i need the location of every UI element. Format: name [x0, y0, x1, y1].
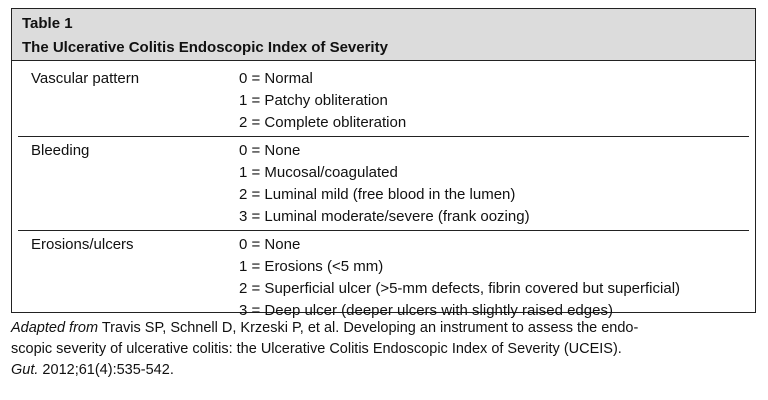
table-header: [12, 9, 755, 61]
row-grades: [239, 68, 768, 134]
table: [11, 8, 756, 319]
row-grades: [239, 234, 768, 322]
grade-item: 0 = None: [239, 142, 301, 159]
grade-item: 2 = Superficial ulcer (>5-mm defects, fibrin covered but superficial): [239, 280, 681, 297]
row-category: Vascular pattern: [31, 70, 140, 87]
grade-item: 3 = Luminal moderate/severe (frank oozing): [239, 208, 530, 225]
row-divider: [18, 230, 749, 231]
table-title: The Ulcerative Colitis Endoscopic Index of Severity: [22, 39, 388, 56]
table-number: Table 1: [22, 15, 73, 32]
footnote: [11, 318, 759, 381]
grade-item: 1 = Mucosal/coagulated: [239, 164, 398, 181]
row-grades: [239, 140, 768, 228]
footnote-line-3: [11, 360, 759, 381]
grade-item: 1 = Patchy obliteration: [239, 92, 388, 109]
table-row: [12, 68, 755, 134]
grade-item: 0 = None: [239, 236, 301, 253]
footnote-adapted-from: Adapted from: [11, 320, 99, 336]
grade-item: 2 = Complete obliteration: [239, 114, 407, 131]
grade-item: 0 = Normal: [239, 70, 313, 87]
footnote-journal: Gut.: [11, 362, 39, 378]
grade-item: 1 = Erosions (<5 mm): [239, 258, 384, 275]
row-category: Bleeding: [31, 142, 90, 159]
footnote-line-2: scopic severity of ulcerative colitis: the Ulcerative Colitis Endoscopic Index of Severity (UCEIS).: [11, 341, 622, 357]
table-body: [12, 61, 755, 322]
footnote-citation-part-1: Travis SP, Schnell D, Krzeski P, et al. Developing an instrument to assess the endo-: [98, 320, 639, 336]
row-category: Erosions/ulcers: [31, 236, 134, 253]
grade-item: 3 = Deep ulcer (deeper ulcers with slightly raised edges): [239, 302, 613, 319]
footnote-citation-part-3: 2012;61(4):535-542.: [38, 362, 174, 378]
row-divider: [18, 136, 749, 137]
table-row: [12, 231, 755, 322]
table-row: [12, 137, 755, 228]
footnote-line-1: [11, 318, 759, 339]
grade-item: 2 = Luminal mild (free blood in the lumen): [239, 186, 516, 203]
